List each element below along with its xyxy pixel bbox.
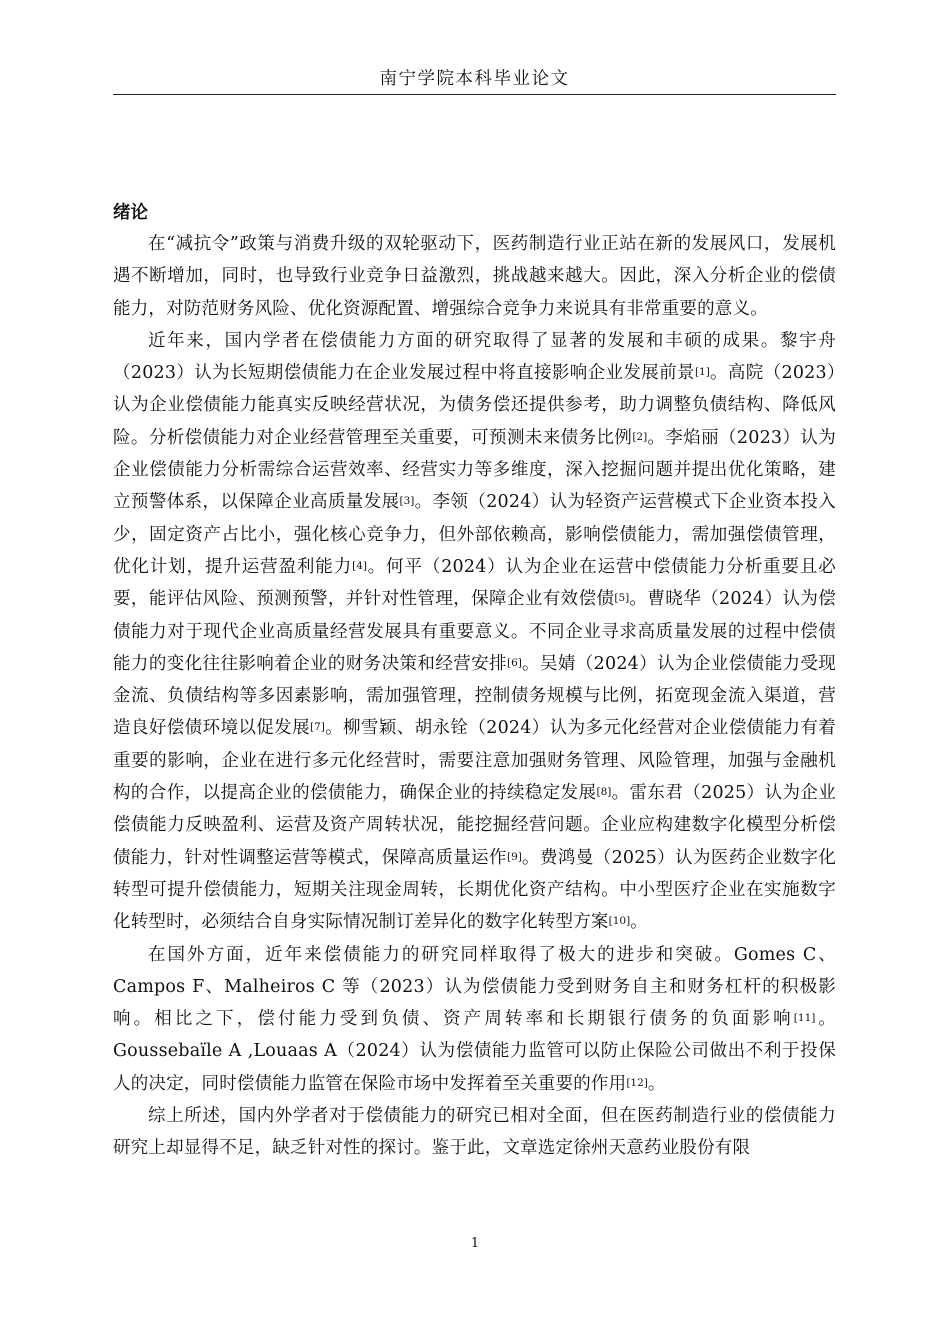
paragraph — [113, 1100, 836, 1165]
paragraph-text: 。李焰丽（2023）认为企业偿债能力分析需综合运营效率、经营实力等多维度，深入挖掘问题并提出优化策略，建立预警体系，以保障企业高质量发展 — [113, 427, 836, 513]
citation-marker: [8] — [596, 786, 612, 799]
running-header: 南宁学院本科毕业论文 — [379, 69, 570, 89]
citation-marker: [9] — [506, 850, 522, 863]
paragraph-text: 。何平（2024）认为企业在运营中偿债能力分析重要且必要，能评估风险、预测预警，并针对性管理，保障企业有效偿债 — [113, 556, 836, 610]
body-text — [113, 228, 836, 1165]
citation-marker: [5] — [614, 592, 630, 605]
paragraph-text: 。吴婧（2024）认为企业偿债能力受现金流、负债结构等多因素影响，需加强管理，控制债务规模与比例，拓宽现金流入渠道，营造良好偿债环境以促发展 — [113, 653, 836, 739]
paragraph-text: 。高院（2023）认为企业偿债能力能真实反映经营状况，为债务偿还提供参考，助力调整负债结构、降低风险。分析偿债能力对企业经营管理至关重要，可预测未来债务比例 — [113, 363, 836, 448]
section-title: 绪论 — [113, 203, 148, 223]
page-number: 1 — [470, 1236, 480, 1251]
paragraph-text: 。Goussebaïle A ,Louaas A（2024）认为偿债能力监管可以防止保险公司做出不利于投保人的决定，同时偿债能力监管在保险市场中发挥着至关重要的作用 — [113, 1009, 836, 1094]
paragraph — [113, 228, 836, 325]
citation-marker: [10] — [608, 915, 631, 928]
citation-marker: [3] — [399, 495, 415, 508]
citation-marker: [7] — [309, 721, 325, 734]
paragraph-text: 。李领（2024）认为轻资产运营模式下企业资本投入少，固定资产占比小，强化核心竞争力，但外部依赖高，影响偿债能力，需加强偿债管理，优化计划，提升运营盈利能力 — [113, 492, 836, 577]
paragraph-text: 。柳雪颖、胡永铨（2024）认为多元化经营对企业偿债能力有着重要的影响，企业在进行多元化经营时，需要注意加强财务管理、风险管理，加强与金融机构的合作，以提高企业的偿债能力，确保企业的持续稳定发展 — [113, 718, 836, 804]
paragraph-text: 在“减抗令”政策与消费升级的双轮驱动下，医药制造行业正站在新的发展风口，发展机遇不断增加，同时，也导致行业竞争日益激烈，挑战越来越大。因此，深入分析企业的偿债能力，对防范财务风险、优化资源配置、增强综合竞争力来说具有非常重要的意义。 — [113, 234, 836, 319]
header-rule — [113, 94, 836, 95]
paragraph-text: 。 — [647, 1073, 666, 1094]
citation-marker: [4] — [352, 559, 367, 572]
paragraph-text: 。 — [630, 912, 648, 933]
citation-marker: [12] — [626, 1076, 648, 1089]
paragraph-text: 。曹晓华（2024）认为偿债能力对于现代企业高质量经营发展具有重要意义。不同企业寻求高质量发展的过程中偿债能力的变化往往影响着企业的财务决策和经营安排 — [113, 589, 836, 674]
paragraph-text: 在国外方面，近年来偿债能力的研究同样取得了极大的进步和突破。Gomes C、Campos F、Malheiros C 等（2023）认为偿债能力受到财务自主和财务杠杆的积极影响。相比之下，偿付能力受到负债、资产周转率和长期银行债务的负面影响 — [113, 944, 836, 1030]
paragraph-text: 综上所述，国内外学者对于偿债能力的研究已相对全面，但在医药制造行业的偿债能力研究上却显得不足，缺乏针对性的探讨。鉴于此，文章选定徐州天意药业股份有限 — [113, 1106, 836, 1159]
paragraph-text: 。费鸿曼（2025）认为医药企业数字化转型可提升偿债能力，短期关注现金周转，长期优化资产结构。中小型医疗企业在实施数字化转型时，必须结合自身实际情况制订差异化的数字化转型方案 — [113, 847, 836, 933]
paragraph — [113, 939, 836, 1100]
citation-marker: [6] — [506, 656, 522, 669]
paragraph-text: 近年来，国内学者在偿债能力方面的研究取得了显著的发展和丰硕的成果。黎宇舟（2023）认为长短期偿债能力在企业发展过程中将直接影响企业发展前景 — [113, 330, 836, 384]
citation-marker: [2] — [632, 430, 648, 443]
paragraph-text: 。雷东君（2025）认为企业偿债能力反映盈利、运营及资产周转状况，能挖掘经营问题。企业应构建数字化模型分析偿债能力，针对性调整运营等模式，保障高质量运作 — [113, 783, 836, 868]
paragraph — [113, 325, 836, 939]
citation-marker: [1] — [694, 366, 710, 379]
citation-marker: [11] — [793, 1012, 816, 1025]
